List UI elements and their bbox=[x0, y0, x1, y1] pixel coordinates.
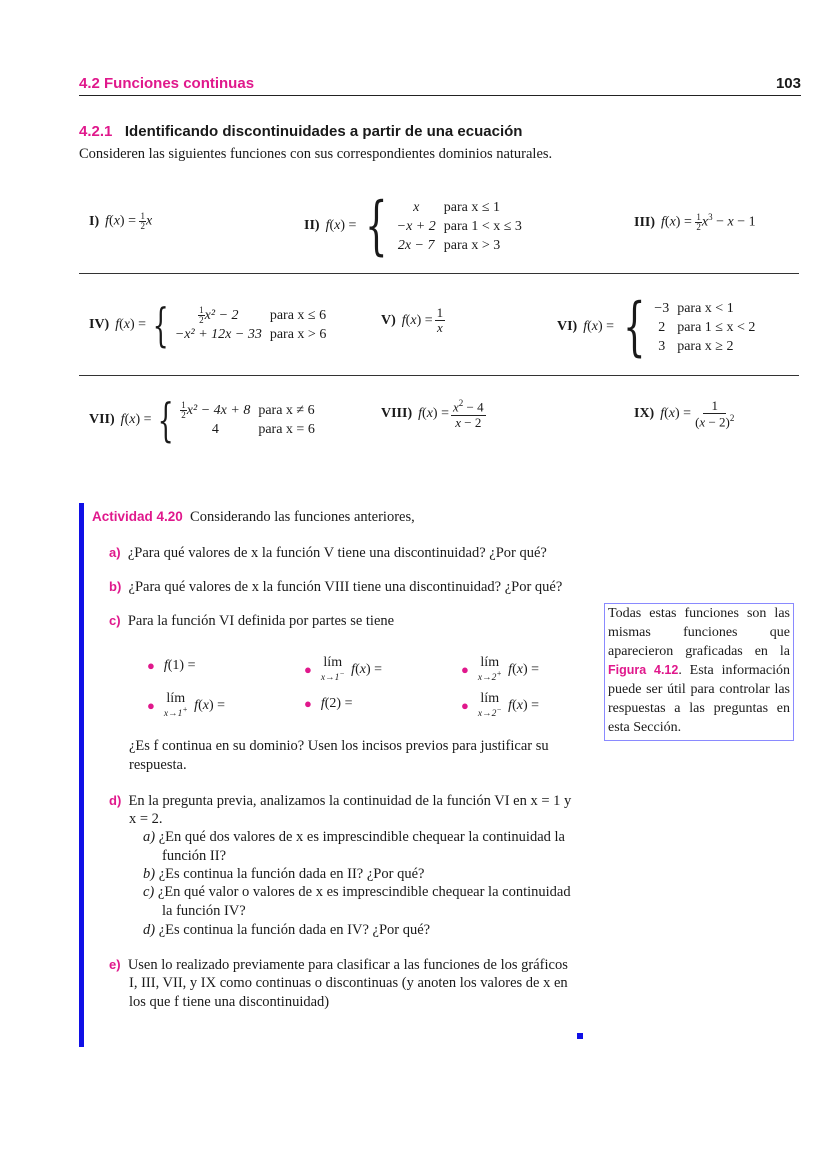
sub-text: ¿Es continua la función dada en II? ¿Por qué? bbox=[158, 866, 425, 882]
question-key: c) bbox=[109, 613, 121, 628]
sub-key: d) bbox=[143, 922, 156, 938]
function-III: III) f(x) = $\frac{1}{2}$ $x^3 - x - 1$ bbox=[634, 211, 756, 232]
sub-text: función II? bbox=[162, 848, 227, 864]
case-cond: para 1 ≤ x < 2 bbox=[677, 319, 756, 335]
case-expr: −x + 2 bbox=[396, 218, 436, 234]
question-e bbox=[109, 955, 568, 975]
case-cond: para x > 3 bbox=[443, 237, 501, 253]
subquestion-d-d bbox=[143, 921, 430, 940]
limit-item: ● lím x→2+ f ( x ) = bbox=[461, 655, 540, 684]
question-e-line2: I, III, VII, y IX como continuas o discontinuas (y anoten los valores de x en bbox=[129, 975, 568, 991]
function-II: II) f ( x ) = { x para x ≤ 1 −x + 2 para 1 < x ≤ 3 2x − 7 para x > 3 bbox=[304, 194, 526, 258]
note-text: . Esta información puede ser útil para controlar las respuestas a las preguntas en esta Sección. bbox=[608, 663, 790, 735]
function-label: IX) bbox=[634, 406, 655, 422]
question-c bbox=[109, 611, 394, 631]
question-key: b) bbox=[109, 579, 122, 594]
sub-text: ¿En qué dos valores de x es imprescindible chequear la continuidad la bbox=[158, 829, 565, 845]
question-d-line2: x = 2. bbox=[129, 811, 163, 827]
case-expr: −x² + 12x − 33 bbox=[174, 327, 262, 343]
function-label: III) bbox=[634, 214, 656, 230]
question-c-followup bbox=[129, 737, 549, 775]
function-VII: VII) f ( x ) = { $\frac{1}{2}$ x² − 4x + 8 para x ≠ 6 4 para x = 6 bbox=[89, 397, 319, 443]
text-line: respuesta. bbox=[129, 757, 187, 773]
limit-item: ● f (2) = bbox=[304, 696, 353, 711]
sub-text: la función IV? bbox=[162, 903, 246, 919]
function-label: I) bbox=[89, 213, 100, 229]
question-key: e) bbox=[109, 957, 121, 972]
subsection-title-text: Identificando discontinuidades a partir de una ecuación bbox=[124, 123, 523, 140]
sub-text: ¿En qué valor o valores de x es imprescindible chequear la continuidad bbox=[157, 884, 571, 900]
intro-paragraph: Consideren las siguientes funciones con sus correspondientes dominios naturales. bbox=[79, 146, 553, 162]
question-d bbox=[109, 791, 571, 811]
question-e-line3: los que f tiene una discontinuidad) bbox=[129, 994, 330, 1010]
question-key: d) bbox=[109, 793, 122, 808]
case-expr: 2x − 7 bbox=[397, 237, 435, 253]
question-b bbox=[109, 577, 562, 597]
function-label: V) bbox=[381, 312, 396, 328]
case-cond: para 1 < x ≤ 3 bbox=[443, 218, 522, 234]
case-expr: 4 bbox=[211, 422, 219, 438]
question-a bbox=[109, 543, 547, 563]
case-expr: x² − 4x + 8 bbox=[186, 402, 251, 418]
function-I: I) f(x) = $\frac{1}{2}$ x bbox=[89, 211, 153, 231]
activity-heading bbox=[92, 509, 415, 526]
activity-label: Actividad 4.20 bbox=[92, 509, 183, 524]
case-expr: 3 bbox=[658, 338, 666, 354]
case-expr: −3 bbox=[654, 300, 670, 316]
function-IX: IX) f ( x ) = $\frac{1}{(x - 2)^2}$ bbox=[634, 398, 735, 430]
subquestion-d-b bbox=[143, 865, 424, 884]
question-text: ¿Para qué valores de x la función V tiene una discontinuidad? ¿Por qué? bbox=[127, 545, 547, 561]
function-label: VIII) bbox=[381, 406, 413, 422]
function-IV: IV) f ( x ) = { $\frac{1}{2}$ x² − 2 para x ≤ 6 −x² + 12x − 33 para x > 6 bbox=[89, 302, 330, 348]
function-label: VII) bbox=[89, 412, 115, 427]
case-cond: para x < 1 bbox=[677, 300, 734, 316]
page-number: 103 bbox=[775, 75, 801, 92]
function-VIII: VIII) f ( x ) = $\frac{x^2 - 4}{x - 2}$ bbox=[381, 398, 484, 430]
activity-bar bbox=[79, 503, 84, 1047]
case-cond: para x ≥ 2 bbox=[677, 338, 734, 354]
case-cond: para x ≤ 1 bbox=[443, 199, 501, 215]
sub-key: a) bbox=[143, 829, 156, 845]
case-cond: para x ≤ 6 bbox=[269, 308, 327, 323]
question-text: En la pregunta previa, analizamos la continuidad de la función VI en x = 1 y bbox=[128, 793, 572, 809]
function-label: VI) bbox=[557, 319, 578, 334]
activity-intro: Considerando las funciones anteriores, bbox=[190, 509, 415, 525]
function-V: V) f ( x ) = $\frac{1}{x}$ bbox=[381, 305, 444, 336]
case-cond: para x > 6 bbox=[269, 327, 327, 343]
case-expr: 2 bbox=[658, 319, 666, 335]
limit-item: ● lím x→1+ f ( x ) = bbox=[147, 691, 226, 720]
text-line: ¿Es f continua en su dominio? Usen los incisos previos para justificar su bbox=[129, 738, 549, 754]
section-header-text: 4.2 Funciones continuas bbox=[79, 75, 255, 92]
limit-item: ● lím x→1− f ( x ) = bbox=[304, 655, 383, 684]
running-head bbox=[79, 75, 801, 96]
case-expr: x bbox=[413, 199, 420, 215]
question-text: Usen lo realizado previamente para clasificar a las funciones de los gráficos bbox=[127, 957, 568, 973]
case-expr: x² − 2 bbox=[204, 307, 239, 323]
case-cond: para x ≠ 6 bbox=[258, 403, 315, 418]
end-of-activity-mark bbox=[577, 1033, 583, 1039]
section-header bbox=[79, 75, 254, 92]
sub-key: b) bbox=[143, 866, 156, 882]
question-text: ¿Para qué valores de x la función VIII tiene una discontinuidad? ¿Por qué? bbox=[128, 579, 563, 595]
margin-note bbox=[604, 603, 794, 741]
limit-item: ● lím x→2− f ( x ) = bbox=[461, 691, 540, 720]
subsection-title bbox=[79, 123, 522, 140]
function-VI: VI) f ( x ) = { −3 para x < 1 2 para 1 ≤ x < 2 3 para x ≥ 2 bbox=[557, 295, 759, 359]
function-label: IV) bbox=[89, 317, 110, 332]
case-cond: para x = 6 bbox=[258, 422, 315, 438]
subquestion-d-c bbox=[143, 883, 593, 921]
note-text: Todas estas funciones son las mismas funciones que aparecieron graficadas en la bbox=[608, 606, 790, 659]
subquestion-d-a bbox=[143, 828, 593, 866]
figure-reference: Figura 4.12 bbox=[608, 663, 679, 678]
subsection-number: 4.2.1 bbox=[79, 123, 113, 140]
divider bbox=[79, 375, 799, 376]
question-key: a) bbox=[109, 545, 121, 560]
divider bbox=[79, 273, 799, 274]
limit-item: ● f (1) = bbox=[147, 658, 196, 673]
question-text: Para la función VI definida por partes se tiene bbox=[127, 613, 395, 629]
function-label: II) bbox=[304, 218, 320, 233]
sub-key: c) bbox=[143, 884, 155, 900]
sub-text: ¿Es continua la función dada en IV? ¿Por qué? bbox=[158, 922, 431, 938]
